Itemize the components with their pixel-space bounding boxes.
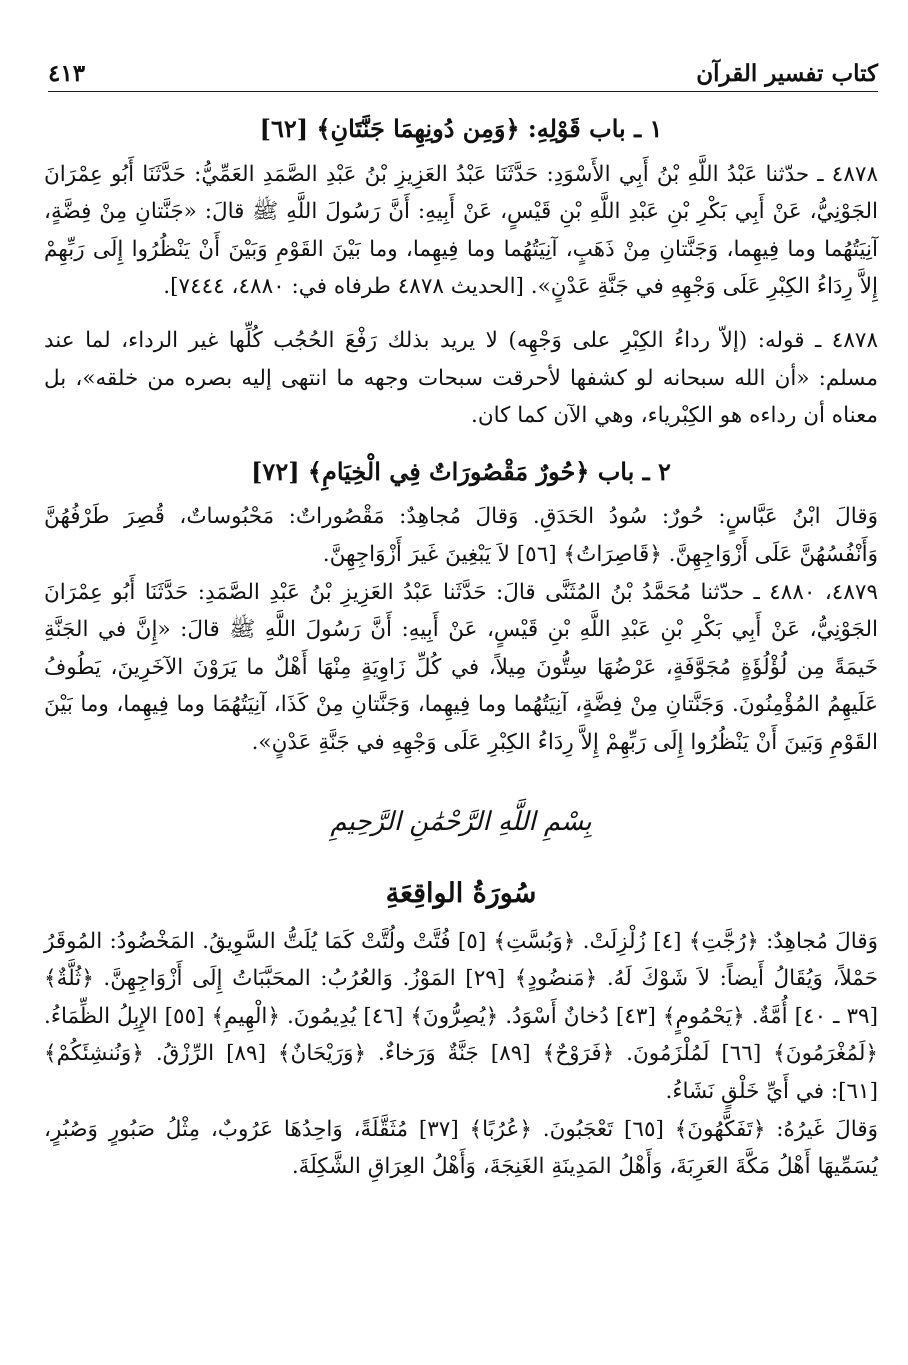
- page-content: [44, 110, 878, 1186]
- hadith-4878: ٤٨٧٨ ـ حدّثنا عَبْدُ اللَّهِ بْنُ أَبِي الأَسْوَدِ: حَدَّثَنَا عَبْدُ العَزِيزِ بْنُ عَبْدِ الصَّمَدِ العَمِّيُّ: حَدَّثَنَا أَبُو عِمْرَانَ الجَوْنِيُّ، عَنْ أَبِي بَكْرِ بْنِ عَبْدِ اللَّهِ بْنِ قَيْسٍ، عَنْ أَبِيهِ: أَنَّ رَسُولَ اللَّهِ ﷺ قالَ: «جَنَّتانِ مِنْ فِضَّةٍ، آنِيَتُهُما وما فِيهِما، وَجَنَّتانِ مِنْ ذَهَبٍ، آنِيَتُهُما وما فِيهِما، وما بَيْنَ القَوْمِ وَبَيْنَ أَنْ يَنْظُرُوا إِلَى رَبِّهِمْ إِلاَّ رِدَاءُ الكِبْرِ عَلَى وَجْهِهِ في جَنَّةِ عَدْنٍ». [الحديث ٤٨٧٨ طرفاه في: ٤٨٨٠، ٧٤٤٤].: [44, 161, 878, 300]
- page-number: ٤١٣: [48, 60, 86, 87]
- chapter-heading-2: ٢ ـ باب ﴿حُورٌ مَقْصُورَاتٌ فِي الْخِيَامِ﴾ [٧٢]: [251, 456, 671, 486]
- running-header: [48, 52, 878, 92]
- commentary-4878: ٤٨٧٨ ـ قوله: (إلاّ رداءُ الكِبْرِ على وَجْهِه) لا يريد بذلك رَفْعَ الحُجُب كُلِّها غير الرداء، لما عند مسلم: «أن الله سبحانه لو كشفها لأحرقت سبحات وجهه ما انتهى إليه بصره من خلقه»، بل معناه أن رداءه هو الكِبْرياء، وهي الآن كما كان.: [44, 327, 878, 429]
- chapter-heading-1: ١ ـ باب قَوْلِهِ: ﴿وَمِن دُونِهِمَا جَنَّتَانِ﴾ [٦٢]: [259, 114, 663, 143]
- hadith-4879-4880: ٤٨٧٩، ٤٨٨٠ ـ حدّثنا مُحَمَّدُ بْنُ المُثَنَّى قالَ: حَدَّثَنا عَبْدُ العَزِيزِ بْنُ عَبْدِ الصَّمَدِ: حَدَّثَنَا أَبُو عِمْرَانَ الجَوْنِيُّ، عَنْ أَبِي بَكْرِ بْنِ عَبْدِ اللَّهِ بْنِ قَيْسٍ، عَنْ أَبِيهِ: أَنَّ رَسُولَ اللَّهِ ﷺ قالَ: «إِنَّ في الجَنَّةِ خَيمَةً مِن لُؤْلُؤَةٍ مُجَوَّفَةٍ، عَرْضُهَا سِتُّونَ مِيلاً، في كُلِّ زَاوِيَةٍ مِنْهَا أَهْلٌ ما يَرَوْنَ الآخَرِينَ، يَطُوفُ عَلَيهِمُ المُؤْمِنُونَ. وَجَنَّتانِ مِنْ فِضَّةٍ، آنِيَتُهُما وما فِيهِما، وَجَنَّتانِ مِنْ كَذَا، آنِيَتُهُمَا وما فِيهِما، وما بَيْنَ القَوْمِ وَبَينَ أَنْ يَنْظُرُوا إِلَى رَبِّهِمْ إِلاَّ رِدَاءُ الكِبْرِ عَلَى وَجْهِهِ في جَنَّةِ عَدْنٍ».: [44, 579, 878, 755]
- surah-paragraph-1: وَقالَ مُجاهِدٌ: ﴿رُجَّتِ﴾ [٤] زُلْزِلَتْ. ﴿وَبُسَّتِ﴾ [٥] فُتَّتْ ولُتَّتْ كَمَا يُلَتُّ السَّوِيقُ. المَخْضُودُ: المُوقَرُ حَمْلاً، وَيُقَالُ أَيضاً: لاَ شَوْكَ لَهُ. ﴿مَنضُودٍ﴾ [٢٩] المَوْزُ. وَالعُرُبُ: المحَبَّبَاتُ إِلَى أَزْوَاجِهِنَّ. ﴿ثُلَّةٌ﴾ [٣٩ ـ ٤٠] أُمَّةٌ. ﴿يَحْمُومٍ﴾ [٤٣] دُخانٌ أَسْوَدُ. ﴿يُصِرُّونَ﴾ [٤٦] يُدِيمُونَ. ﴿الْهِيمِ﴾ [٥٥] الإِبِلُ الظِّمَاءُ. ﴿لَمُغْرَمُونَ﴾ [٦٦] لَمُلْزَمُونَ. ﴿فَرَوْحٌ﴾ [٨٩] جَنَّةٌ وَرَخاءٌ. ﴿وَرَيْحَانٌ﴾ [٨٩] الرِّزْقُ. ﴿وَنُنشِئَكُمْ﴾ [٦١]: في أَيِّ خَلْقٍ نَشَاءُ.: [44, 928, 879, 1105]
- book-title: كتاب تفسير القرآن: [696, 60, 878, 87]
- surah-paragraph-2: وَقالَ غَيرُهُ: ﴿تَفَكَّهُونَ﴾ [٦٥] تَعْجَبُونَ. ﴿عُرُبًا﴾ [٣٧] مُثَقَّلَةً، وَاحِدُهَا عَرُوبٌ، مِثْلُ صَبُورٍ وَصُبُرٍ، يُسَمِّيهَا أَهْلُ مَكَّةَ العَرِبَةَ، وَأَهْلُ المَدِينَةِ الغَنِجَةَ، وَأَهْلُ العِرَاقِ الشَّكِلَةَ.: [44, 1116, 878, 1180]
- surah-title: سُورَةُ الواقِعَةِ: [385, 878, 537, 910]
- basmala: بِسْمِ اللَّهِ الرَّحْمَٰنِ الرَّحِيمِ: [330, 806, 592, 837]
- intro-paragraph: وَقالَ ابْنُ عَبَّاسٍ: حُورٌ: سُودُ الحَدَقِ. وَقالَ مُجاهِدٌ: مَقْصُوراتٌ: مَحْبُوساتٌ، قُصِرَ طَرْفُهُنَّ وَأَنْفُسُهُنَّ عَلَى أَزْوَاجِهِنَّ. ﴿قَاصِرَاتُ﴾ [٥٦] لاَ يَبْغِينَ غَيرَ أَزْوَاجِهِنَّ.: [44, 504, 878, 567]
